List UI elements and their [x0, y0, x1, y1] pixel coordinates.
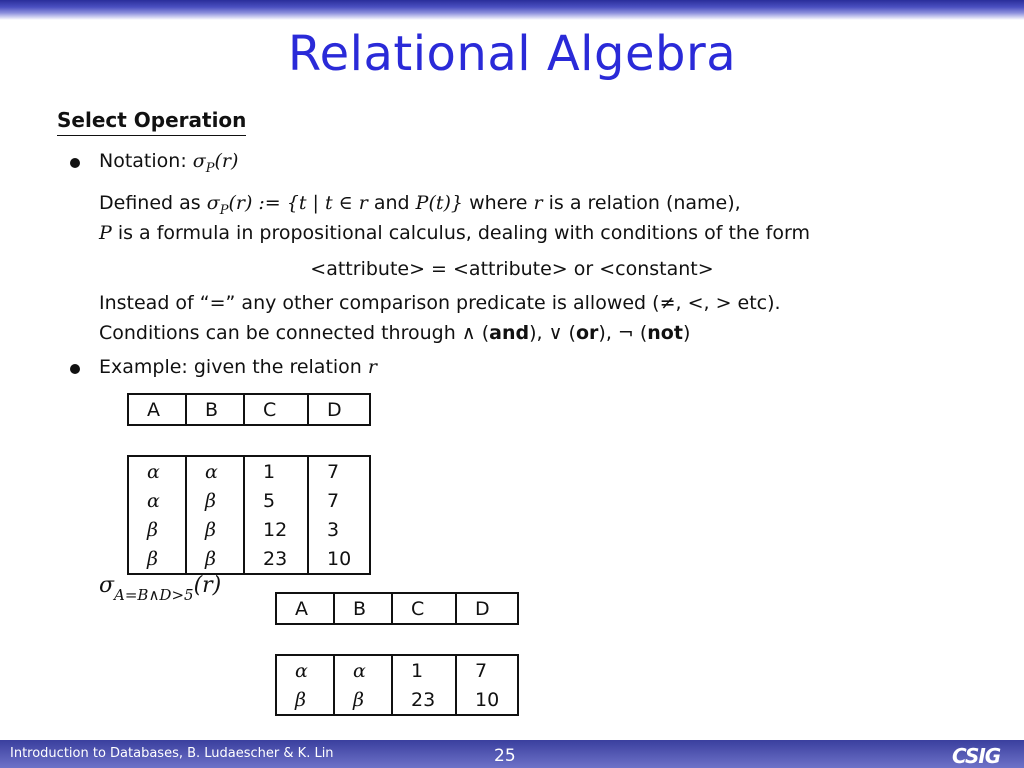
notation-sigma: σ — [192, 150, 206, 172]
selection-sigma: σ — [99, 573, 115, 598]
header-cell: D — [307, 393, 371, 426]
cond-and: and — [489, 322, 530, 344]
relation-r-table — [127, 393, 371, 575]
selection-arg: (r) — [193, 573, 222, 598]
table-row — [127, 486, 371, 515]
cond-b: ), ∨ ( — [529, 322, 576, 344]
def-and: and — [373, 192, 410, 214]
table-cell: 10 — [307, 544, 371, 575]
header-cell: C — [243, 393, 307, 426]
page-number: 25 — [494, 746, 516, 766]
table-cell: 23 — [243, 544, 307, 575]
cond-or: or — [575, 322, 599, 344]
table-cell: 7 — [307, 486, 371, 515]
conditions-line — [99, 322, 690, 344]
header-cell: B — [185, 393, 243, 426]
table-cell: β — [185, 544, 243, 575]
cond-a: Conditions can be connected through ∧ ( — [99, 322, 490, 344]
definition-line-1 — [99, 192, 741, 218]
notation-arg: (r) — [214, 150, 239, 172]
table-row — [127, 455, 371, 486]
result-relation-table — [275, 592, 519, 716]
notation-prefix: Notation: — [99, 150, 187, 172]
def-set-b: P(t)} — [415, 192, 464, 214]
def-set-a: (r) := {t | t ∈ r — [228, 192, 368, 214]
table-row — [275, 654, 519, 685]
def-sub: P — [219, 203, 229, 218]
definition-line-2 — [99, 222, 810, 244]
table-cell: 5 — [243, 486, 307, 515]
example-r: r — [367, 356, 377, 378]
table-cell: β — [185, 486, 243, 515]
table-cell: 1 — [391, 654, 455, 685]
table-cell: 12 — [243, 515, 307, 544]
form-line: <attribute> = <attribute> or <constant> — [310, 258, 714, 280]
table-cell: β — [275, 685, 333, 716]
header-cell: A — [275, 592, 333, 625]
cond-d: ) — [682, 322, 691, 344]
header-cell: A — [127, 393, 185, 426]
table-cell: β — [333, 685, 391, 716]
table-header-row — [127, 393, 371, 426]
def-where: where — [469, 192, 528, 214]
table-cell: α — [275, 654, 333, 685]
table-cell: α — [185, 455, 243, 486]
table-cell: 23 — [391, 685, 455, 716]
table-row — [127, 515, 371, 544]
table-cell: β — [127, 515, 185, 544]
notation-line — [99, 150, 238, 176]
cond-not: not — [647, 322, 683, 344]
header-cell: D — [455, 592, 519, 625]
table-cell: 1 — [243, 455, 307, 486]
bullet-dot — [70, 364, 80, 374]
table-cell: 3 — [307, 515, 371, 544]
example-text: Example: given the relation — [99, 356, 362, 378]
header-cell: C — [391, 592, 455, 625]
cond-c: ), ¬ ( — [598, 322, 648, 344]
bullet-dot — [70, 158, 80, 168]
table-cell: 7 — [455, 654, 519, 685]
table-cell: β — [127, 544, 185, 575]
top-gradient-bar — [0, 0, 1024, 20]
header-cell: B — [333, 592, 391, 625]
csig-logo: CSIG — [952, 744, 1001, 768]
table-row — [275, 685, 519, 716]
table-cell: α — [127, 455, 185, 486]
table-header-row — [275, 592, 519, 625]
table-cell: α — [127, 486, 185, 515]
def-r: r — [533, 192, 543, 214]
def-sigma: σ — [206, 192, 220, 214]
table-cell: α — [333, 654, 391, 685]
selection-expression — [99, 573, 221, 604]
table-cell: 10 — [455, 685, 519, 716]
def-text-a: Defined as — [99, 192, 201, 214]
table-cell: 7 — [307, 455, 371, 486]
slide-title: Relational Algebra — [287, 26, 737, 82]
def2-p: P — [99, 222, 112, 244]
notation-sub: P — [205, 161, 215, 176]
def-text-e: is a relation (name), — [548, 192, 741, 214]
section-heading: Select Operation — [57, 108, 246, 136]
footer-course-text: Introduction to Databases, B. Ludaescher & K. Lin — [10, 746, 334, 761]
def2-text: is a formula in propositional calculus, dealing with conditions of the form — [117, 222, 810, 244]
table-cell: β — [185, 515, 243, 544]
table-row — [127, 544, 371, 575]
instead-line: Instead of “=” any other comparison predicate is allowed (≠, <, > etc). — [99, 292, 781, 314]
example-line — [99, 356, 377, 378]
selection-condition: A=B∧D>5 — [114, 586, 194, 604]
